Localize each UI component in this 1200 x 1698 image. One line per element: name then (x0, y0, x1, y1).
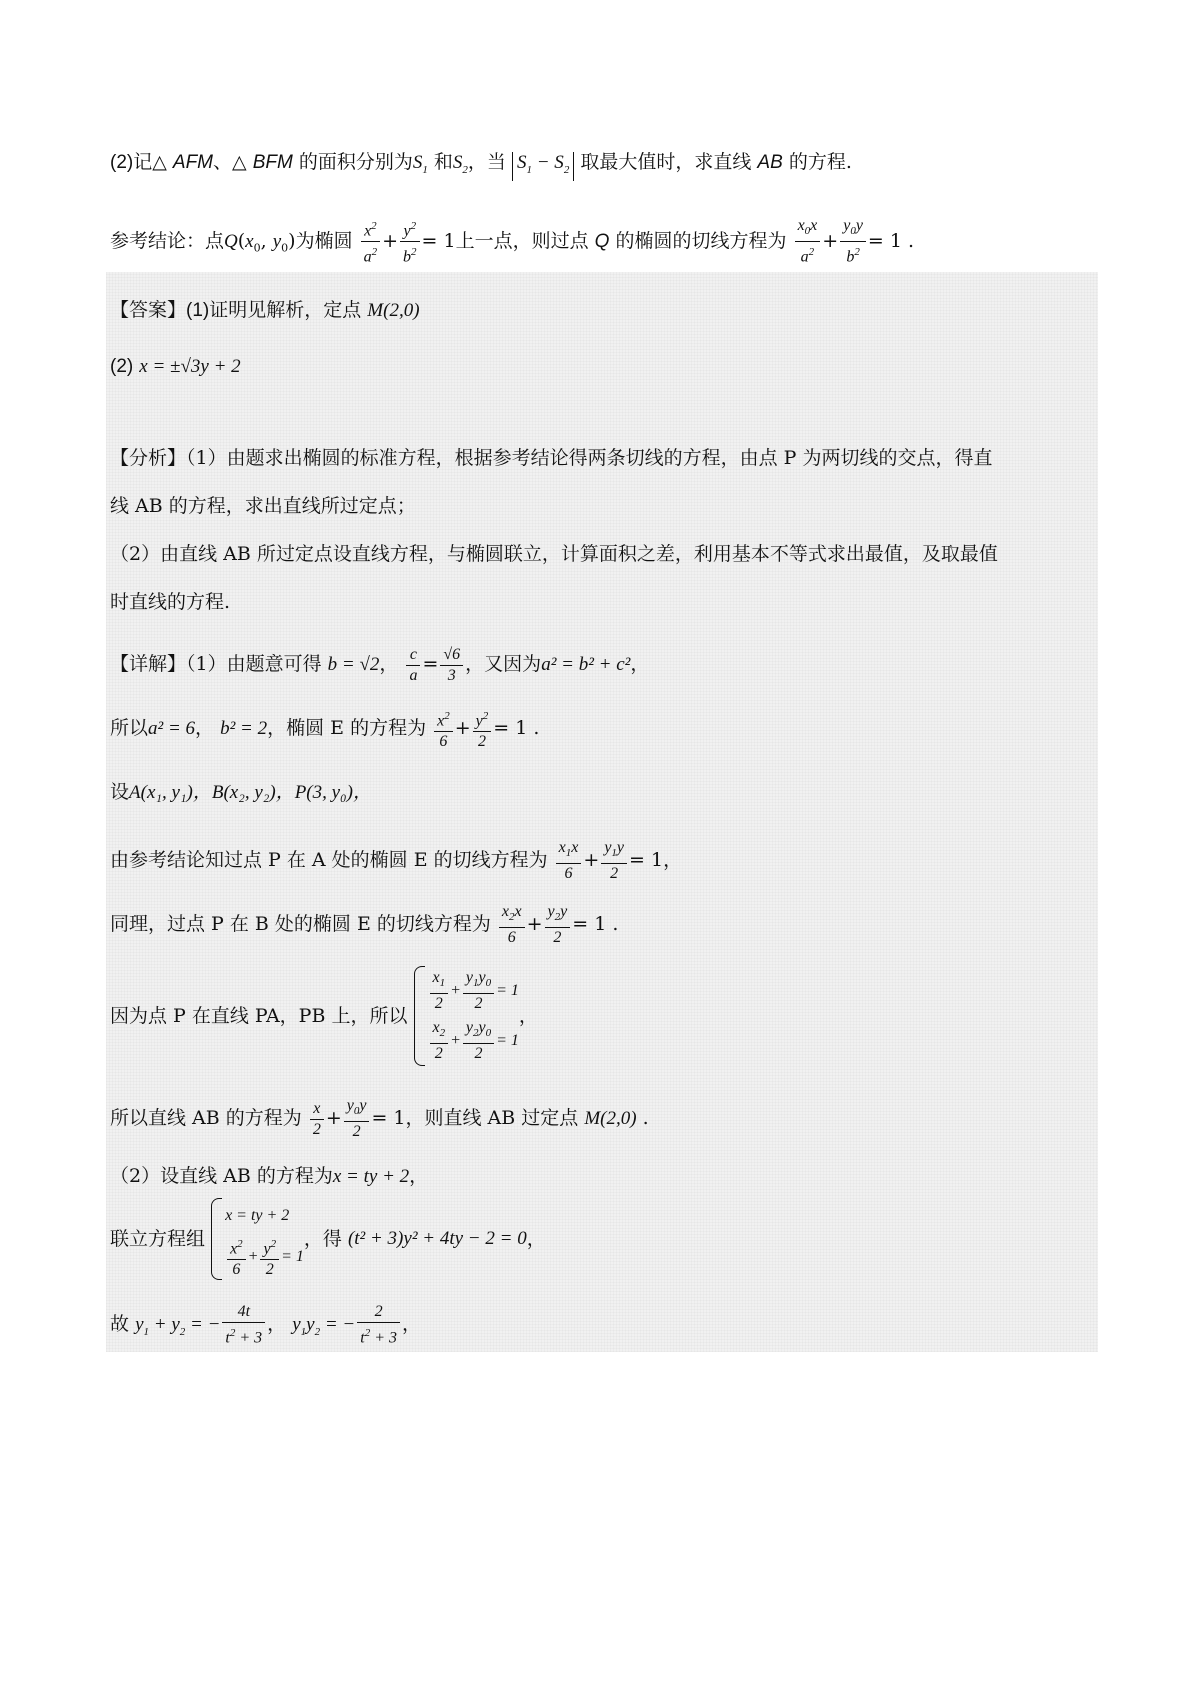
ratio-value: $\frac{√6}{3}$ (440, 645, 463, 686)
detail-line-8: （2）设直线 AB 的方程为x = ty + 2， (110, 1165, 429, 1187)
detail-line-3: 设A(x₁, y₁)，B(x₂, y₂)，P(3, y₀)， (110, 781, 372, 803)
detail-line-10: 故 $y_1 + y_2$ = − $\frac{4t}{t^2 + 3}$ ， $y_1y_2$ = − $\frac{2}{t^2 + 3}$ ， (110, 1302, 422, 1347)
analysis-line-2: 线 AB 的方程，求出直线所过定点； (110, 495, 416, 517)
reference-conclusion: 参考结论：点$Q(x_0$, $y_0$)为椭圆 $\frac{x^2}{a^2}$ + $\frac{y^2}{b^2}$ = 1上一点，则过点 Q 的椭圆的切线方程为 $\frac{x_0x}{a^2}$ + $\frac{y_0y}{b^2}$ = 1 . (110, 217, 915, 266)
equation-system-1: $\frac{x_1}{2}$ + $\frac{y_1y_0}{2}$ = 1 $\frac{x_2}{2}$ + $\frac{y_2y_0}{2}$ = 1 (414, 966, 519, 1066)
analysis-line-1: 【分析】（1）由题求出椭圆的标准方程，根据参考结论得两条切线的方程，由点 P 为两切线的交点，得直 (110, 447, 993, 469)
answer-line-2: (2) x = ±√3y + 2 (110, 356, 241, 377)
analysis-line-3: （2）由直线 AB 所过定点设直线方程，与椭圆联立，计算面积之差，利用基本不等式求出最值，及取最值 (110, 543, 998, 565)
abs-difference: $S_1 - S_2$ (512, 152, 574, 181)
ratio-c-over-a: $\frac{c}{a}$ (406, 645, 420, 686)
detail-line-2: 所以a² = 6， b² = 2，椭圆 E 的方程为 $\frac{x^2}{6}$ + $\frac{y^2}{2}$ = 1 . (110, 704, 539, 753)
detail-line-9: 联立方程组 x = ty + 2 $\frac{x^2}{6}$ + $\frac{y^2}{2}$ = 1 ，得 (t² + 3)y² + 4ty − 2 = 0， (110, 1198, 546, 1280)
ellipse-y-term: $\frac{y^2}{b^2}$ (400, 216, 420, 268)
answer-line-1: 【答案】(1)证明见解析，定点 M(2,0) (110, 299, 420, 321)
ellipse-x-term: $\frac{x^2}{a^2}$ (361, 216, 381, 268)
tangent-x-term: $\frac{x_0x}{a^2}$ (795, 216, 821, 268)
detail-line-7: 所以直线 AB 的方程为 $\frac{x}{2}$ + $\frac{y_0y}{2}$ = 1，则直线 AB 过定点 M(2,0) . (110, 1096, 649, 1141)
analysis-line-4: 时直线的方程. (110, 591, 231, 613)
question-part2: (2)记△ AFM、△ BFM 的面积分别为$S_1$ 和$S_2$，当 $S_1 - S_2$ 取最大值时，求直线 AB 的方程. (110, 148, 852, 184)
equation-system-2: x = ty + 2 $\frac{x^2}{6}$ + $\frac{y^2}{2}$ = 1 (211, 1198, 304, 1280)
detail-line-6: 因为点 P 在直线 PA，PB 上，所以 $\frac{x_1}{2}$ + $\frac{y_1y_0}{2}$ = 1 $\frac{x_2}{2}$ + $\frac{y_2y_0}{2}$ = 1 ， (110, 966, 538, 1066)
detail-line-1: 【详解】（1）由题意可得 b = √2， $\frac{c}{a}$ = $\frac{√6}{3}$ ，又因为a² = b² + c²， (110, 645, 650, 684)
detail-line-5: 同理，过点 P 在 B 处的椭圆 E 的切线方程为 $\frac{x_2x}{6}$ + $\frac{y_2y}{2}$ = 1 . (110, 902, 619, 947)
tangent-y-term: $\frac{y_0y}{b^2}$ (840, 216, 866, 268)
detail-line-4: 由参考结论知过点 P 在 A 处的椭圆 E 的切线方程为 $\frac{x_1x}{6}$ + $\frac{y_1y}{2}$ = 1， (110, 838, 683, 883)
